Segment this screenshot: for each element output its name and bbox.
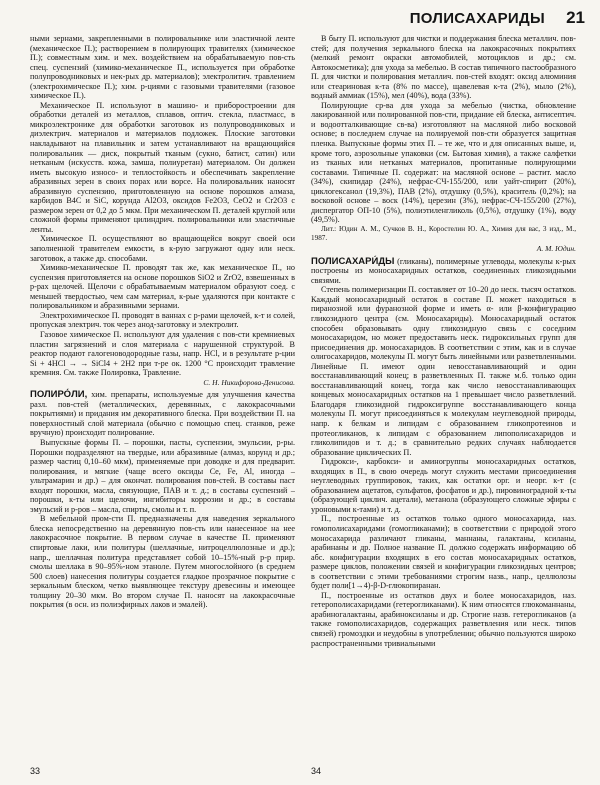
paragraph: Химико-механическое П. проводят так же, как механическое П., но суспензия приготовляется на основе порошков SiO2 и ZrO2, взвешенных в р-рах щелочей. Щелочи с обрабатываемым материалом образуют соед. с меньшей твердостью, чем сам материал, к-рые удаляются при контакте с полировальником и абразивными зернами.: [30, 263, 295, 311]
entry-headword: ПОЛИРО́ЛИ,: [30, 389, 88, 401]
page-number: 21: [566, 8, 585, 27]
footer-column-number-left: 33: [30, 766, 41, 776]
paragraph: Газовое химическое П. используют для удаления с пов-сти кремниевых пластин загрязнений и слоя материала с нарушенной структурой. В реактор подают галогеноводородные газы, напр. HCl, и в результате р-ции Si + 4HCl → → SiCl4 + 2H2 при т-ре ок. 1200 °С происходит травление кремния. См. также Полировка, Травление.: [30, 329, 295, 378]
author-signature: А. М. Юдин.: [536, 244, 576, 254]
paragraph: Гидрокси-, карбокси- и аминогруппы моносахаридных остатков, входящих в П., в свою очередь могут служить местами присоединения неуглеводных группировок, таких, как остатки орг. и неорг. к-т (с образованием ацетатов, сульфатов, фосфатов и др.), пировиноградной к-ты (образующей циклич. ацетали), метанола (образующего сложные эфиры с уроновыми к-тами) и т. д.: [311, 457, 576, 514]
paragraph: Степень полимеризации П. составляет от 10–20 до неск. тысяч остатков. Каждый моносахаридный остаток в составе П. может находиться в пиранозной или фуранозной форме и иметь α- или β-конфигурацию гликозидного центра (см. Моносахариды). Моносахаридный остаток способен образовывать одну гликозидную связь с соседним моносахаридом, но может предоставить неск. гидроксильных групп для присоединения др. моносахаридов. В соответствии с этим, как и в случае олигосахаридов, молекулы П. могут быть линейными или разветвленными. Линейные П. имеют один невосстанавливающий и один восстанавливающий конец; в разветвленных П. также м.б. только один восстанавливающий конец, тогда как число невосстанавливающих концевых моносахаридных остатков на 1 превышает число разветвлений. Благодаря гликозидной гидроксигруппе восстанавливающего конца молекулы П. могут присоединяться к молекулам неуглеводной природы, напр. к белкам и липидам с образованием гликопротеинов и протеогликанов, к липидам с образованием липополисахаридов и гликолипидов и т. д.; в сравнительно редких случаях наблюдается образование циклических П.: [311, 285, 576, 457]
entry-definition: хим. препараты, используемые для улучшения качества разл. пов-стей (металлических, деревянных, с лакокрасочными покрытиями) и придания им декоративного блеска. При воздействии П. на поверхностный слой материала (обычно с помощью спец. станков, реже вручную) происходит полирование.: [30, 390, 295, 438]
entry-paragraph: [30, 390, 295, 438]
author-signature: С. Н. Никифорова-Денисова.: [203, 377, 295, 387]
entry-definition: (гликаны), полимерные углеводы, молекулы к-рых построены из моносахаридных остатков, соединенных гликозидными связями.: [311, 256, 576, 285]
paragraph: Механическое П. используют в машино- и приборостроении для обработки деталей из металлов, сплавов, оптич. стекла, пластмасс, в микроэлектронике для обработки заготовок из полупроводниковых и диэлектрич. материалов и материалов подложек. Плоские заготовки накладывают на плавильник и затем устанавливают на вращающийся полировальник — диск, покрытый тканым (сукно, батист, сатин) или нетканым (искусств. кожа, замша, полиуретан) материалом. Он должен иметь высокую износо- и теплостойкость и обеспечивать закрепление абразивных зерен в своих порах или ворсе. На полировальник наносят абразивную суспензию, приготовленную на основе порошков алмаза, карбидов B4C и SiC, корунда Al2O3, оксидов Fe2O3, CeO2 и Cr2O3 с размером зерен от 0,2 до 5 мкм. При механическом П. деталей круглой или сложной формы применяют цилиндрич. полировальники или эластичные ленты.: [30, 100, 295, 234]
running-header: [300, 10, 585, 34]
right-column: [311, 34, 576, 752]
literature-reference: Лит.: Юдин А. М., Сучков В. Н., Коростелин Ю. А., Химия для вас, 3 изд., М., 1987.: [311, 224, 576, 242]
entry-headword: ПОЛИСАХАРИ́ДЫ: [311, 255, 395, 267]
entry-paragraph: [311, 257, 576, 286]
paragraph: Полирующие ср-ва для ухода за мебелью (чистка, обновление лакированной или полированной пов-сти, придание ей блеска, антисептич. и водоотталкивающие св-ва) изготовляют на масляной либо восковой основе; в последнем случае на полируемой пов-сти образуется защитная пленка. Выпускные формы этих П. – те же, что и для описанных выше, и, кроме того, аэрозольные упаковки (см. Бытовая химия), а также салфетки из тканых или нетканых материалов, пропитанные полирующими составами. Типичные П. содержат: на масляной основе – растит. масло (34%), скипидар (24%), нефрас-СЧ-155/200, или уайт-спирит (20%), циклогексанол (19,3%), ПАВ (2%), отдушку (0,5%), краситель (0,2%); на восковой основе – воск (14%), церезин (3%), нефрас-СЧ-155/200 (27%), диспергатор ОП-10 (5%), полиэтиленгликоль (0,5%), отдушку (1%), воду (49,5%).: [311, 100, 576, 225]
paragraph: Электрохимическое П. проводят в ваннах с р-рами щелочей, к-т и солей, пропуская электрич. ток через анод-заготовку и электролит.: [30, 310, 295, 330]
paragraph: В мебельной пром-сти П. предназначены для наведения зеркального блеска непосредственно на деревянную пов-сть или нанесенное на нее лакокрасочное покрытие. В первом случае в качестве П. применяют спиртовые лаки, или политуры (шеллачные, нитроцеллюлозные и др.); напр., шеллачная политура представляет собой 10–15%-ный р-р прир. смолы шеллака в 90–95%-ном этаноле. Путем многослойного (в среднем 500 слоев) нанесения политуры создается гладкое прозрачное покрытие с зеркальным блеском, четко выявляющее текстуру древесины и имеющее толщину 20–30 мкм. Во втором случае П. наносят на лакокрасочные покрытия (в осн. из полиэфирных лаков и эмалей).: [30, 514, 295, 610]
paragraph: Химическое П. осуществляют во вращающейся вокруг своей оси заполненной травителем емкости, в к-рую загружают одну или неск. заготовок, а также др. способами.: [30, 234, 295, 263]
running-title: ПОЛИСАХАРИДЫ: [409, 10, 545, 27]
paragraph: ными зернами, закрепленными в полировальнике или эластичной ленте (механическое П.); растворением в полирующих травителях (химическое П.); совместным хим. и мех. воздействием на обрабатываемую пов-сть спец. суспензий (химико-механическое П., используется при обработке полупроводниковых и нек-рых др. материалов); электролитич. травлением (электрохимическое П.); хим. р-циями с газовыми травителями (газовое химическое П.).: [30, 34, 295, 101]
left-column: [30, 34, 295, 752]
paragraph: Выпускные формы П. – порошки, пасты, суспензии, эмульсии, р-ры. Порошки подразделяют на твердые, или абразивные (алмаз, корунд и др.; размер частиц 0,10–60 мкм), применяемые при доводке и для предварит. полирования, и мягкие (чаще всего оксиды Ce, Fe, Al, иногда – ультрамарин и др.) – для окончат. полирования пов-стей. В составы паст входят порошки, масла, связующие, ПАВ и т. д.; в составы суспензий – порошки, к-ты или щелочи, ингибиторы коррозии и др.; в составы эмульсий и р-ров – масла, спирты, смолы и т. п.: [30, 437, 295, 514]
paragraph: П., построенные из остатков двух и более моносахаридов, наз. гетерополисахаридами (гетерогликанами). К ним относятся глюкоманнаны, арабиногалактаны, арабиноксиланы и др. Строгие назв. гетерогликанов (а также гомополисахаридов, содержащих разветвления или неск. типов связей) громоздки и неудобны в употреблении; обычно пользуются широко распространенными тривиальными: [311, 590, 576, 648]
footer-column-number-right: 34: [311, 766, 322, 776]
paragraph: П., построенные из остатков только одного моносахарида, наз. гомополисахаридами (гомогликанами); в соответствии с природой этого моносахарида различают гликаны, маннаны, галактаны, ксиланы, арабинаны и др. Полное название П. должно содержать информацию об абс. конфигурации входящих в его состав моносахаридных остатков, размере циклов, положении связей и конфигурации гликозидных центров; в соответствии с этими требованиями строгим назв., напр., целлюлозы будет поли[1→4)-β-D-глюкопиранан.: [311, 514, 576, 591]
paragraph: В быту П. используют для чистки и поддержания блеска металлич. пов-стей; для получения зеркального блеска на лакокрасочных покрытиях (мелкий ремонт окраски автомобилей, мотоциклов и др.; см. Автокосметика); для ухода за мебелью. В состав типичного пастообразного П. для чистки и полирования металлич. пов-стей входят: оксид алюминия или стеариновая к-та (8% по массе), щавелевая к-та (2%), мыло (2%), водный аммиак (15%), мел (40%), вода (33%).: [311, 34, 576, 101]
